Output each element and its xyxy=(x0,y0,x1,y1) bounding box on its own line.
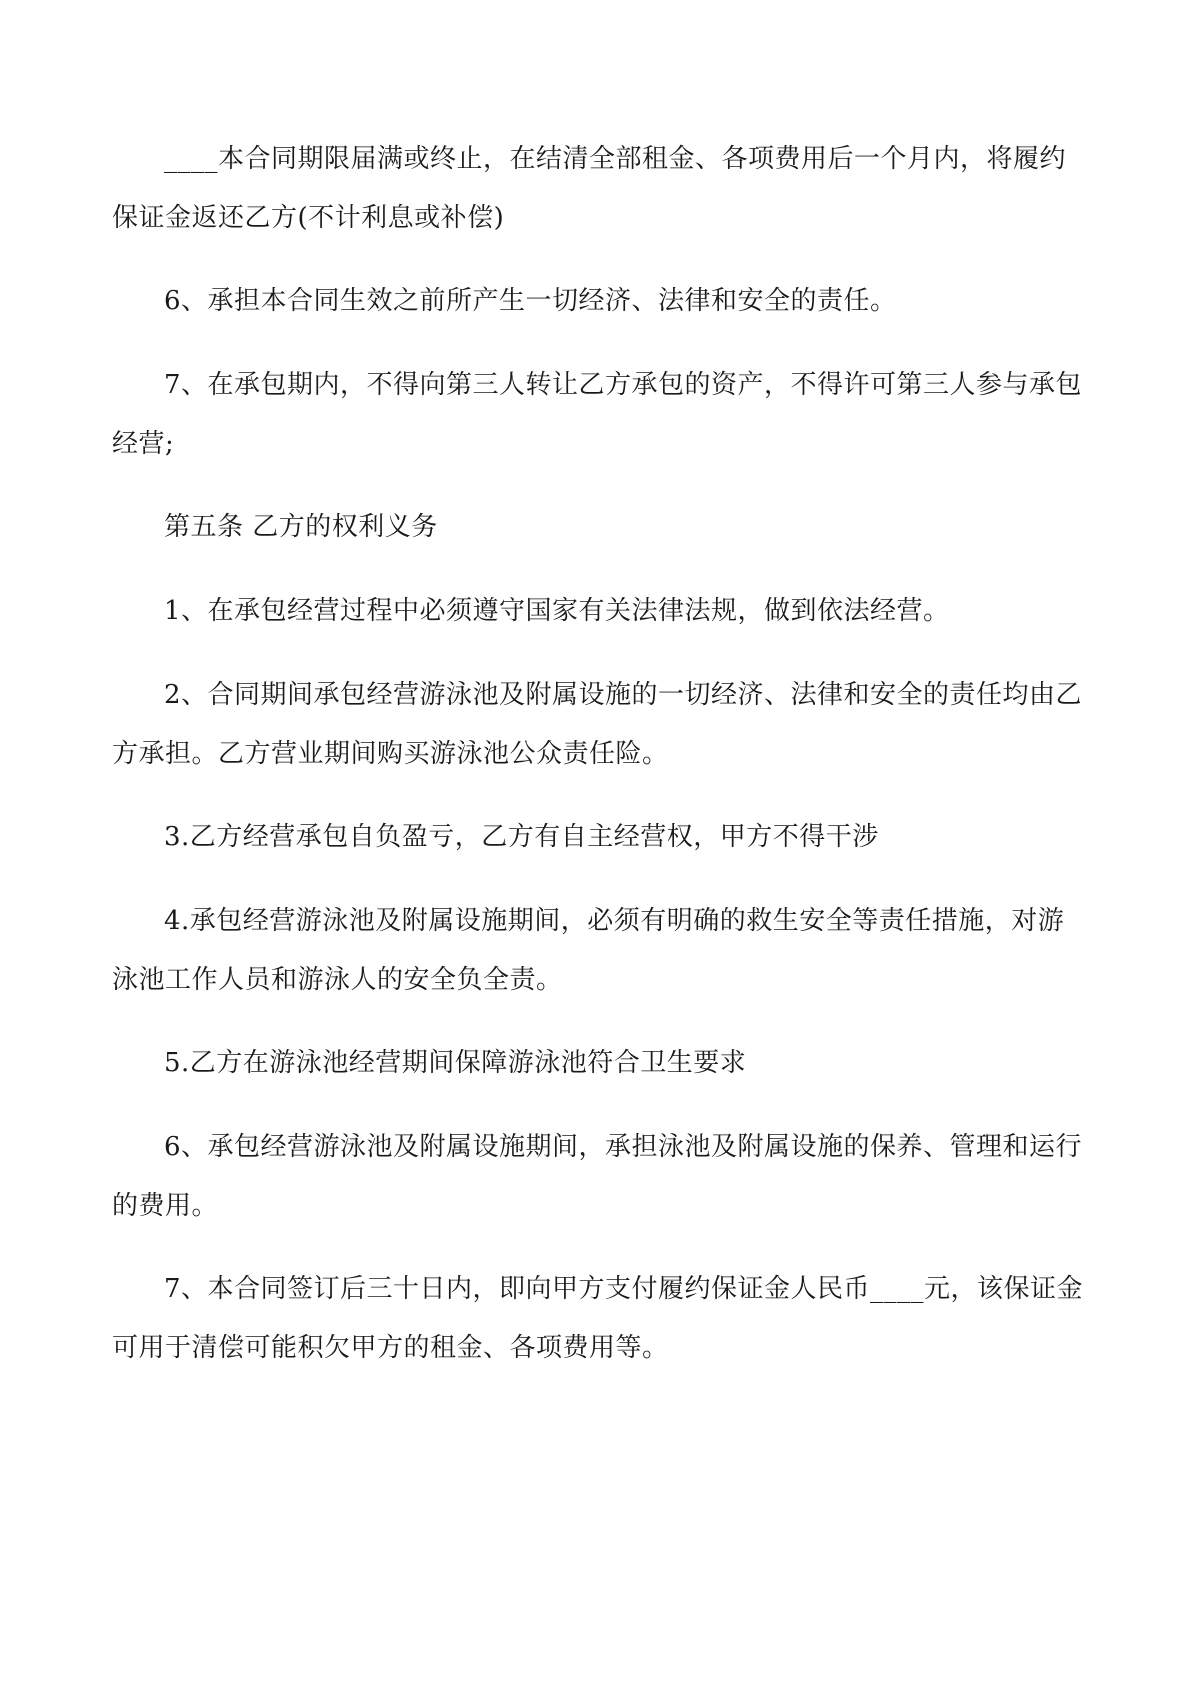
section-heading-article-5: 第五条 乙方的权利义务 xyxy=(164,512,438,542)
paragraph-deposit-return: ____本合同期限届满或终止，在结清全部租金、各项费用后一个月内，将履约保证金返还乙方(不计利息或补偿) xyxy=(112,144,1067,233)
paragraph-party-b-item-1: 1、在承包经营过程中必须遵守国家有关法律法规，做到依法经营。 xyxy=(164,596,950,626)
paragraph-party-b-item-4: 4.承包经营游泳池及附属设施期间，必须有明确的救生安全等责任措施，对游泳池工作人员和游泳人的安全负全责。 xyxy=(112,906,1065,995)
paragraph-party-b-item-3: 3.乙方经营承包自负盈亏，乙方有自主经营权，甲方不得干涉 xyxy=(164,822,879,852)
paragraph-party-b-item-6: 6、承包经营游泳池及附属设施期间，承担泳池及附属设施的保养、管理和运行的费用。 xyxy=(112,1132,1083,1221)
paragraph-party-b-item-2: 2、合同期间承包经营游泳池及附属设施的一切经济、法律和安全的责任均由乙方承担。乙方营业期间购买游泳池公众责任险。 xyxy=(112,680,1083,769)
paragraph-party-b-item-7: 7、本合同签订后三十日内，即向甲方支付履约保证金人民币____元，该保证金可用于清偿可能积欠甲方的租金、各项费用等。 xyxy=(112,1274,1084,1363)
paragraph-party-a-item-7: 7、在承包期内，不得向第三人转让乙方承包的资产，不得许可第三人参与承包经营; xyxy=(112,370,1083,459)
paragraph-party-b-item-5: 5.乙方在游泳池经营期间保障游泳池符合卫生要求 xyxy=(164,1048,747,1078)
paragraph-party-a-item-6: 6、承担本合同生效之前所产生一切经济、法律和安全的责任。 xyxy=(164,286,897,316)
